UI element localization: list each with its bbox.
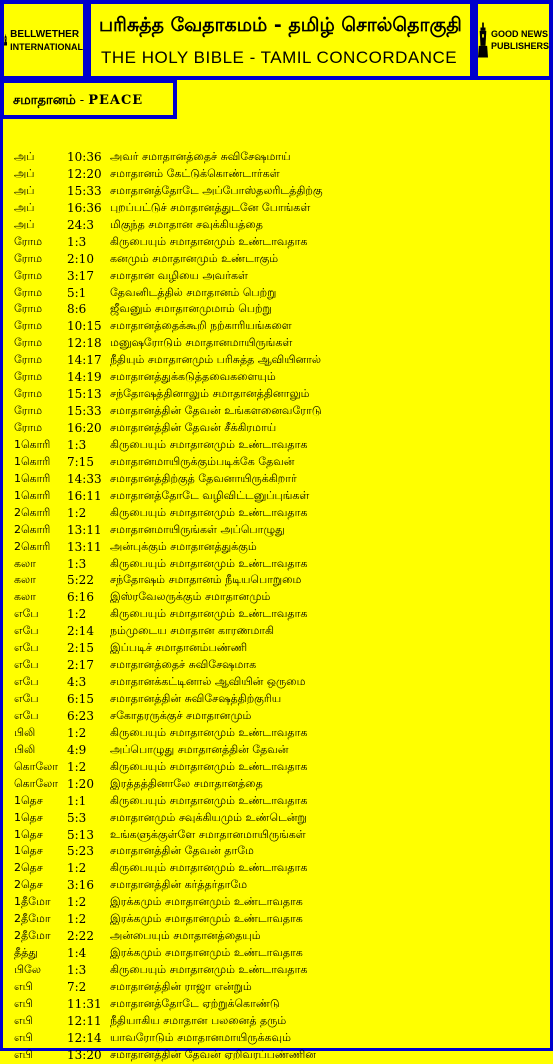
verse-book: எபி bbox=[14, 1030, 33, 1044]
list-item bbox=[14, 759, 544, 776]
verse-text: சமாதானத்துக்கடுத்தவைகளையும் bbox=[110, 370, 276, 384]
verse-text: இரக்கமும் சமாதானமும் உண்டாவதாக bbox=[110, 912, 303, 926]
verse-book: 2கொரி bbox=[14, 539, 51, 553]
verse-reference: 16:20 bbox=[67, 421, 102, 435]
verse-book: அப் bbox=[14, 150, 35, 163]
verse-reference: 15:13 bbox=[67, 387, 102, 402]
verse-text: கிருபையும் சமாதானமும் உண்டாவதாக bbox=[110, 963, 308, 976]
verse-reference: 6:15 bbox=[67, 692, 94, 706]
list-item bbox=[14, 183, 544, 200]
verse-book: ரோம bbox=[14, 285, 43, 299]
verse-text: நீதியும் சமாதானமும் பரிசுத்த ஆவியினால் bbox=[110, 353, 322, 367]
list-item bbox=[14, 1047, 544, 1064]
verse-book: எபி bbox=[14, 979, 33, 993]
list-item bbox=[14, 166, 544, 183]
verse-reference: 2:10 bbox=[67, 251, 94, 266]
verse-reference: 3:17 bbox=[67, 268, 94, 283]
bellwether-logo bbox=[0, 0, 87, 80]
title-box bbox=[87, 0, 474, 80]
verse-reference: 10:15 bbox=[67, 319, 102, 334]
verse-book: ரோம bbox=[14, 302, 43, 316]
verse-book: 1கொரி bbox=[14, 488, 51, 502]
list-item bbox=[14, 403, 544, 420]
tower-icon bbox=[4, 19, 7, 61]
verse-text: உங்களுக்குள்ளே சமாதானமாயிருங்கள் bbox=[110, 827, 306, 841]
verse-book: தீத்து bbox=[14, 946, 38, 960]
list-item bbox=[14, 623, 544, 640]
verse-text: இரத்தத்தினாலே சமாதானத்தை bbox=[110, 776, 263, 790]
verse-text: சமாதானத்தோடே ஏற்றுக்கொண்டு bbox=[110, 996, 280, 1010]
list-item bbox=[14, 860, 544, 877]
list-item bbox=[14, 996, 544, 1013]
verse-reference: 5:22 bbox=[67, 573, 94, 588]
verse-text: சமாதானமும் சவுக்கியமும் உண்டென்று bbox=[110, 810, 307, 824]
verse-reference: 1:2 bbox=[67, 759, 87, 774]
verse-book: கலா bbox=[14, 590, 36, 604]
list-item bbox=[14, 420, 544, 437]
verse-reference: 5:13 bbox=[67, 827, 94, 842]
verse-reference: 1:3 bbox=[67, 437, 87, 452]
verse-book: பிலி bbox=[14, 725, 36, 739]
verse-reference: 1:3 bbox=[67, 556, 87, 571]
list-item bbox=[14, 539, 544, 556]
verse-book: கலா bbox=[14, 573, 36, 587]
verse-reference: 4:9 bbox=[67, 742, 87, 757]
verse-text: இஸ்ரவேலருக்கும் சமாதானமும் bbox=[110, 590, 271, 604]
verse-reference: 12:18 bbox=[67, 336, 102, 351]
goodnews-logo bbox=[474, 0, 553, 80]
verse-book: எபே bbox=[14, 607, 39, 621]
verse-book: 1தெச bbox=[14, 810, 43, 824]
list-item bbox=[14, 827, 544, 844]
verse-book: 2கொரி bbox=[14, 505, 51, 519]
list-item bbox=[14, 488, 544, 505]
verse-text: கிருபையும் சமாதானமும் உண்டாவதாக bbox=[110, 556, 308, 570]
tower-icon bbox=[478, 19, 488, 61]
left-logo-line2: INTERNATIONAL bbox=[10, 41, 83, 52]
list-item bbox=[14, 149, 544, 166]
list-item bbox=[14, 894, 544, 911]
verse-text: யாவரோடும் சமாதானமாயிருக்கவும் bbox=[110, 1030, 291, 1044]
verse-text: கிருபையும் சமாதானமும் உண்டாவதாக bbox=[110, 607, 308, 621]
verse-text: நீதியாகிய சமாதான பலனைத் தரும் bbox=[110, 1013, 287, 1027]
list-item bbox=[14, 369, 544, 386]
list-item bbox=[14, 674, 544, 691]
verse-book: 1கொரி bbox=[14, 454, 51, 468]
verse-text: அன்புக்கும் சமாதானத்துக்கும் bbox=[110, 539, 257, 553]
verse-reference: 5:23 bbox=[67, 844, 94, 859]
verse-reference: 1:2 bbox=[67, 861, 87, 876]
verse-text: மிகுந்த சமாதான சவுக்கியத்தை bbox=[110, 217, 263, 231]
topic-english: PEACE bbox=[88, 93, 144, 108]
list-item bbox=[14, 640, 544, 657]
verse-book: அப் bbox=[14, 217, 35, 231]
verse-reference: 14:33 bbox=[67, 471, 102, 486]
verse-text: சமாதானமாயிருக்கும்படிக்கே தேவன் bbox=[110, 454, 295, 468]
verse-reference: 2:14 bbox=[67, 624, 94, 639]
verse-reference: 11:31 bbox=[67, 996, 102, 1011]
topic-tamil: சமாதானம் bbox=[13, 93, 76, 108]
verse-text: சந்தோஷம் சமாதானம் நீடியபொறுமை bbox=[110, 573, 302, 587]
list-item bbox=[14, 911, 544, 928]
verse-book: அப் bbox=[14, 166, 35, 180]
verse-book: எபி bbox=[14, 996, 33, 1010]
verse-reference: 14:19 bbox=[67, 370, 102, 385]
list-item bbox=[14, 776, 544, 793]
verse-text: சமாதானத்திற்குத் தேவனாயிருக்கிறார் bbox=[110, 471, 297, 485]
verse-reference: 24:3 bbox=[67, 217, 94, 232]
verse-reference: 8:6 bbox=[67, 302, 87, 317]
list-item bbox=[14, 318, 544, 335]
list-item bbox=[14, 657, 544, 674]
list-item bbox=[14, 556, 544, 573]
list-item bbox=[14, 471, 544, 488]
verse-text: கிருபையும் சமாதானமும் உண்டாவதாக bbox=[110, 861, 308, 875]
verse-book: பிலி bbox=[14, 742, 36, 756]
verse-book: எபே bbox=[14, 675, 39, 689]
verse-book: எபி bbox=[14, 1047, 33, 1061]
list-item bbox=[14, 285, 544, 302]
verse-text: சமாதானத்தின் ராஜா என்றும் bbox=[110, 979, 252, 993]
verse-reference: 1:2 bbox=[67, 505, 87, 520]
verse-reference: 1:2 bbox=[67, 607, 87, 622]
list-item bbox=[14, 522, 544, 539]
verse-text: சமாதானம் கேட்டுக்கொண்டார்கள் bbox=[110, 166, 280, 180]
verse-reference: 2:17 bbox=[67, 658, 94, 673]
verse-reference: 13:11 bbox=[67, 539, 102, 554]
verse-reference: 1:2 bbox=[67, 912, 87, 927]
verse-text: சந்தோஷத்தினாலும் சமாதானத்தினாலும் bbox=[110, 387, 310, 401]
verse-text: சமாதானக்கட்டினால் ஆவியின் ஒருமை bbox=[110, 675, 306, 689]
verse-book: 1கொரி bbox=[14, 471, 51, 485]
list-item bbox=[14, 843, 544, 860]
verse-text: ஜீவனும் சமாதானமுமாம் பெற்று bbox=[110, 302, 272, 316]
verse-book: எபே bbox=[14, 692, 39, 705]
verse-book: 2தெச bbox=[14, 878, 43, 892]
verse-reference: 6:23 bbox=[67, 708, 94, 723]
verse-text: கனமும் சமாதானமும் உண்டாகும் bbox=[110, 251, 279, 265]
verse-reference: 4:3 bbox=[67, 675, 87, 690]
list-item bbox=[14, 572, 544, 589]
verse-book: 1தெச bbox=[14, 844, 43, 858]
verse-text: சமாதான வழியை அவர்கள் bbox=[110, 268, 248, 282]
list-item bbox=[14, 691, 544, 708]
list-item bbox=[14, 725, 544, 742]
list-item bbox=[14, 217, 544, 234]
verse-text: அப்பொழுது சமாதானத்தின் தேவன் bbox=[110, 742, 289, 756]
left-logo-line1: BELLWETHER bbox=[10, 28, 80, 40]
verse-reference: 15:33 bbox=[67, 183, 102, 198]
verse-book: அப் bbox=[14, 183, 35, 197]
verse-reference: 1:2 bbox=[67, 895, 87, 910]
verse-book: ரோம bbox=[14, 251, 43, 265]
list-item bbox=[14, 962, 544, 979]
verse-book: எபே bbox=[14, 658, 39, 672]
verse-reference: 13:11 bbox=[67, 522, 102, 537]
verse-book: எபி bbox=[14, 1013, 33, 1027]
page-title-english: THE HOLY BIBLE - TAMIL CONCORDANCE bbox=[101, 48, 458, 67]
verse-reference: 15:33 bbox=[67, 404, 102, 419]
list-item bbox=[14, 268, 544, 285]
verse-text: சமாதானமாயிருங்கள் அப்பொழுது bbox=[110, 522, 285, 536]
verse-reference: 1:4 bbox=[67, 946, 87, 961]
verse-book: எபே bbox=[14, 708, 39, 722]
verse-text: கிருபையும் சமாதானமும் உண்டாவதாக bbox=[110, 725, 308, 739]
verse-text: சமாதானத்தின் தேவன் சீக்கிரமாய் bbox=[110, 421, 277, 434]
list-item bbox=[14, 793, 544, 810]
verse-book: பிலே bbox=[14, 963, 41, 976]
verse-book: ரோம bbox=[14, 319, 43, 333]
verse-text: சமாதானத்தைக்கூறி நற்காரியங்களை bbox=[110, 319, 292, 333]
verse-book: அப் bbox=[14, 200, 35, 214]
list-item bbox=[14, 877, 544, 894]
list-item bbox=[14, 589, 544, 606]
verse-text: சகோதரருக்குச் சமாதானமும் bbox=[110, 708, 252, 722]
verse-reference: 13:20 bbox=[67, 1047, 102, 1062]
right-logo-line2: PUBLISHERS bbox=[490, 41, 549, 51]
topic-heading bbox=[13, 93, 143, 109]
verse-reference: 1:3 bbox=[67, 963, 87, 977]
verse-reference: 5:3 bbox=[67, 810, 87, 825]
verse-book: 2தீமோ bbox=[14, 929, 51, 943]
verse-book: 2தீமோ bbox=[14, 912, 51, 926]
verse-reference: 1:3 bbox=[67, 234, 87, 249]
verse-text: அவர் சமாதானத்தைச் சுவிசேஷமாய் bbox=[110, 150, 291, 163]
verse-reference: 1:2 bbox=[67, 725, 87, 740]
verse-book: 2தெச bbox=[14, 861, 43, 875]
verse-text: அன்பையும் சமாதானத்தையும் bbox=[110, 929, 261, 943]
verse-book: ரோம bbox=[14, 387, 43, 401]
verse-text: கிருபையும் சமாதானமும் உண்டாவதாக bbox=[110, 793, 308, 807]
verse-reference: 10:36 bbox=[67, 150, 102, 164]
verse-reference: 3:16 bbox=[67, 878, 94, 893]
verse-text: நம்முடைய சமாதான காரணமாகி bbox=[110, 624, 275, 638]
list-item bbox=[14, 437, 544, 454]
verse-reference: 7:2 bbox=[67, 979, 87, 994]
verse-text: இரக்கமும் சமாதானமும் உண்டாவதாக bbox=[110, 946, 303, 960]
verse-text: இப்படிச் சமாதானம்பண்ணி bbox=[110, 641, 248, 655]
verse-book: கொலோ bbox=[14, 759, 59, 773]
list-item bbox=[14, 606, 544, 623]
verse-book: 1கொரி bbox=[14, 437, 51, 451]
list-item bbox=[14, 979, 544, 996]
verse-text: சமாதானத்தின் தேவன் தாமே bbox=[110, 844, 254, 858]
verse-text: சமாதானத்தின் கர்த்தர்தாமே bbox=[110, 878, 248, 892]
verse-text: சமாதானத்தின் தேவன் உங்களனைவரோடு bbox=[110, 404, 322, 418]
verse-reference: 6:16 bbox=[67, 590, 94, 605]
verse-book: ரோம bbox=[14, 336, 43, 350]
verse-book: கொலோ bbox=[14, 776, 59, 790]
verse-reference: 2:15 bbox=[67, 641, 94, 656]
list-item bbox=[14, 234, 544, 251]
verse-text: தேவனிடத்தில் சமாதானம் பெற்று bbox=[110, 285, 277, 299]
verse-book: ரோம bbox=[14, 421, 43, 434]
verse-book: 1தெச bbox=[14, 793, 43, 807]
verse-text: கிருபையும் சமாதானமும் உண்டாவதாக bbox=[110, 437, 308, 451]
verse-book: எபே bbox=[14, 641, 39, 655]
header bbox=[0, 0, 553, 80]
verse-book: 1தீமோ bbox=[14, 895, 51, 909]
verse-book: ரோம bbox=[14, 353, 43, 367]
list-item bbox=[14, 1013, 544, 1030]
verse-reference: 5:1 bbox=[67, 285, 87, 300]
verse-reference: 16:36 bbox=[67, 200, 102, 215]
list-item bbox=[14, 200, 544, 217]
verse-text: மனுஷரோடும் சமாதானமாயிருங்கள் bbox=[110, 336, 293, 350]
verse-book: ரோம bbox=[14, 370, 43, 384]
topic-box bbox=[0, 79, 177, 119]
list-item bbox=[14, 742, 544, 759]
list-item bbox=[14, 386, 544, 403]
list-item bbox=[14, 454, 544, 471]
verse-text: சமாதானத்தின் தேவன் ஏறிவரப்பண்ணின bbox=[110, 1047, 316, 1061]
verse-text: இரக்கமும் சமாதானமும் உண்டாவதாக bbox=[110, 895, 303, 909]
verse-reference: 1:1 bbox=[67, 793, 87, 808]
list-item bbox=[14, 810, 544, 827]
right-logo-line1: GOOD NEWS bbox=[490, 29, 548, 39]
list-item bbox=[14, 928, 544, 945]
verse-text: சமாதானத்தின் சுவிசேஷத்திற்குரிய bbox=[110, 692, 282, 705]
list-item bbox=[14, 335, 544, 352]
concordance-list bbox=[14, 149, 544, 1064]
verse-text: கிருபையும் சமாதானமும் உண்டாவதாக bbox=[110, 505, 308, 519]
list-item bbox=[14, 708, 544, 725]
verse-reference: 7:15 bbox=[67, 454, 94, 469]
list-item bbox=[14, 945, 544, 962]
list-item bbox=[14, 301, 544, 318]
page-title-tamil: பரிசுத்த வேதாகமம் - தமிழ் சொல்தொகுதி bbox=[99, 14, 462, 36]
verse-text: சமாதானத்தோடே அப்போஸ்தலரிடத்திற்கு bbox=[110, 183, 323, 197]
list-item bbox=[14, 352, 544, 369]
verse-text: சமாதானத்தைச் சுவிசேஷமாக bbox=[110, 658, 257, 672]
verse-book: ரோம bbox=[14, 268, 43, 282]
verse-reference: 12:11 bbox=[67, 1013, 102, 1028]
list-item bbox=[14, 1030, 544, 1047]
verse-reference: 12:20 bbox=[67, 166, 102, 181]
verse-reference: 1:20 bbox=[67, 776, 94, 791]
verse-book: 1தெச bbox=[14, 827, 43, 841]
verse-book: கலா bbox=[14, 556, 36, 570]
verse-book: 2கொரி bbox=[14, 522, 51, 536]
verse-text: கிருபையும் சமாதானமும் உண்டாவதாக bbox=[110, 234, 308, 248]
verse-text: சமாதானத்தோடே வழிவிட்டனுப்புங்கள் bbox=[110, 488, 310, 502]
verse-text: கிருபையும் சமாதானமும் உண்டாவதாக bbox=[110, 759, 308, 773]
verse-reference: 16:11 bbox=[67, 488, 102, 503]
list-item bbox=[14, 505, 544, 522]
verse-reference: 12:14 bbox=[67, 1030, 102, 1045]
verse-book: ரோம bbox=[14, 404, 43, 418]
verse-book: ரோம bbox=[14, 234, 43, 248]
verse-text: புறப்பட்டுச் சமாதானத்துடனே போங்கள் bbox=[110, 200, 311, 214]
verse-reference: 2:22 bbox=[67, 929, 94, 944]
topic-separator: - bbox=[79, 93, 85, 108]
verse-book: எபே bbox=[14, 624, 39, 638]
verse-reference: 14:17 bbox=[67, 353, 102, 368]
list-item bbox=[14, 251, 544, 268]
